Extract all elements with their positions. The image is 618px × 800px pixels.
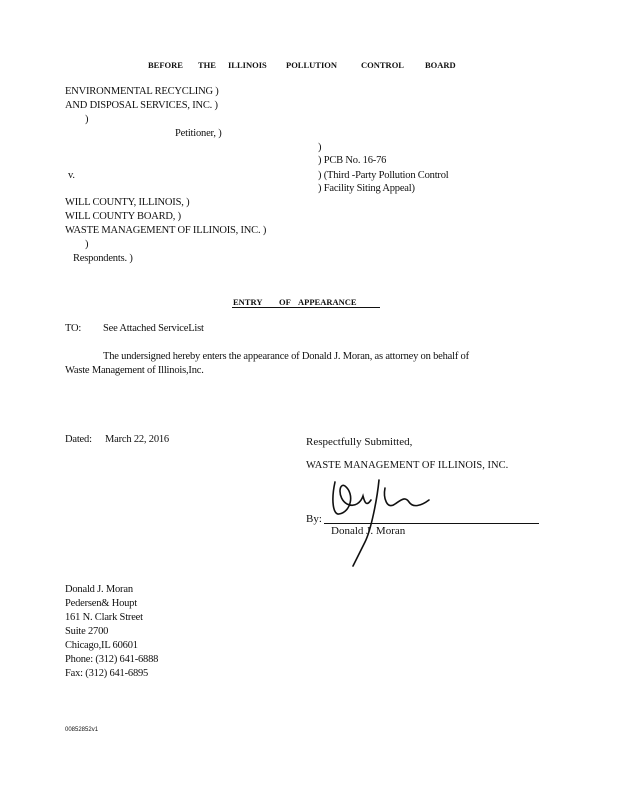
header-word-the: THE: [198, 60, 216, 70]
address-street: 161 N. Clark Street: [65, 612, 143, 623]
title-word-entry: ENTRY: [233, 297, 263, 307]
body-line-1: The undersigned hereby enters the appearance of Donald J. Moran, as attorney on behalf of: [103, 351, 469, 362]
header-word-illinois: ILLINOIS: [228, 60, 267, 70]
petitioner-line-2: AND DISPOSAL SERVICES, INC. ): [65, 100, 218, 111]
address-name: Donald J. Moran: [65, 584, 133, 595]
signer-name: Donald J. Moran: [331, 525, 406, 537]
to-label: TO:: [65, 323, 82, 334]
signing-firm: WASTE MANAGEMENT OF ILLINOIS, INC.: [306, 460, 509, 471]
caption-paren: ): [85, 114, 89, 125]
caption-paren-right: ): [318, 142, 322, 153]
body-line-2: Waste Management of Illinois,Inc.: [65, 365, 204, 376]
header-word-before: BEFORE: [148, 60, 183, 70]
to-value: See Attached ServiceList: [103, 323, 204, 334]
caption-paren-2: ): [85, 239, 89, 250]
address-city: Chicago,IL 60601: [65, 640, 138, 651]
respondent-line-2: WILL COUNTY BOARD, ): [65, 211, 181, 222]
case-description-2: ) Facility Siting Appeal): [318, 183, 415, 194]
case-description-1: ) (Third -Party Pollution Control: [318, 170, 449, 181]
versus-label: v.: [68, 170, 75, 181]
title-word-of: OF: [279, 297, 291, 307]
petitioner-line-1: ENVIRONMENTAL RECYCLING ): [65, 86, 219, 97]
address-phone: Phone: (312) 641-6888: [65, 654, 159, 665]
document-id: 00852852v1: [65, 727, 99, 733]
address-fax: Fax: (312) 641-6895: [65, 668, 149, 679]
header-word-board: BOARD: [425, 60, 456, 70]
respondent-line-3: WASTE MANAGEMENT OF ILLINOIS, INC. ): [65, 225, 267, 236]
closing-text: Respectfully Submitted,: [306, 436, 413, 448]
header-word-control: CONTROL: [361, 60, 404, 70]
petitioner-label: Petitioner, ): [175, 128, 222, 139]
respondent-line-1: WILL COUNTY, ILLINOIS, ): [65, 197, 190, 208]
address-suite: Suite 2700: [65, 626, 109, 637]
title-word-appearance: APPEARANCE: [298, 297, 357, 307]
by-label: By:: [306, 513, 322, 525]
respondents-label: Respondents. ): [73, 253, 133, 264]
case-number: ) PCB No. 16-76: [318, 155, 387, 166]
header-word-pollution: POLLUTION: [286, 60, 338, 70]
dated-value: March 22, 2016: [105, 434, 169, 445]
dated-label: Dated:: [65, 434, 92, 445]
address-firm: Pedersen& Houpt: [65, 598, 137, 609]
title-underline: [232, 307, 380, 308]
handwritten-signature: [325, 470, 445, 570]
